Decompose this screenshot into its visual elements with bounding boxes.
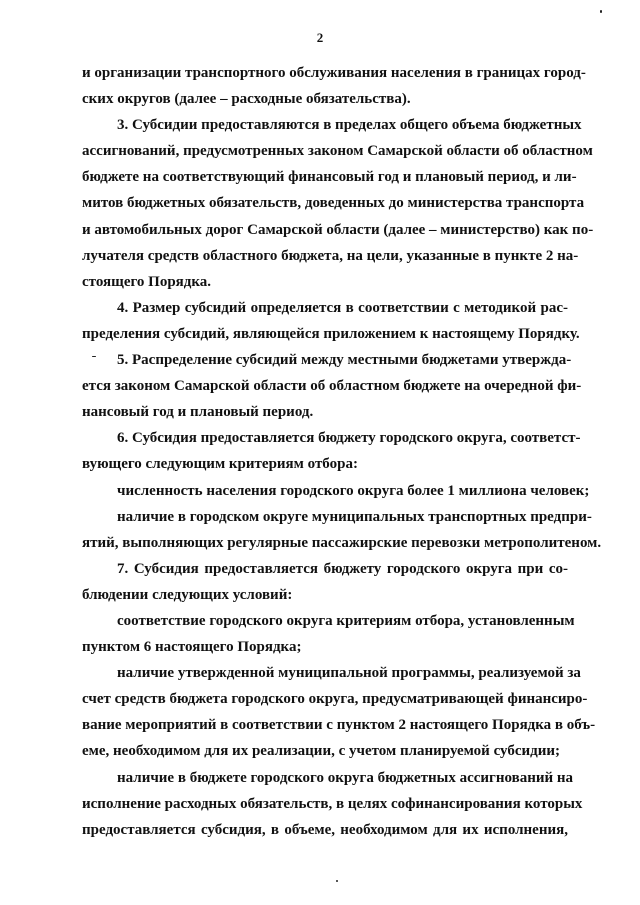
text-line: пределения субсидий, являющейся приложением к настоящему Порядку. [82,325,580,342]
text-line: митов бюджетных обязательств, доведенных до министерства транспорта [82,195,585,212]
text-line: исполнение расходных обязательств, в целях софинансирования которых [82,795,583,812]
text-line: еме, необходимом для их реализации, с учетом планируемой субсидии; [82,743,561,760]
text-line: 4. Размер субсидий определяется в соответствии с методикой рас- [117,299,568,316]
text-line: и автомобильных дорог Самарской области (далее – министерство) как по- [82,221,594,238]
text-line: пунктом 6 настоящего Порядка; [82,639,302,656]
text-line: бюджете на соответствующий финансовый год и плановый период, и ли- [82,169,577,186]
text-line: счет средств бюджета городского округа, предусматривающей финансиро- [82,691,588,708]
text-line: лучателя средств областного бюджета, на цели, указанные в пункте 2 на- [82,247,579,264]
text-line: ется законом Самарской области об областном бюджете на очередной фи- [82,378,582,395]
text-line: 5. Распределение субсидий между местными бюджетами утвержда- [117,352,572,369]
scan-speck-bottom [336,880,338,882]
text-line: ятий, выполняющих регулярные пассажирские перевозки метрополитеном. [82,534,602,551]
text-line: численность населения городского округа более 1 миллиона человек; [117,482,590,499]
text-line: нансовый год и плановый период. [82,404,314,421]
scan-speck-top-right [600,10,602,13]
text-line: ских округов (далее – расходные обязательства). [82,91,411,108]
text-line: наличие в бюджете городского округа бюджетных ассигнований на [117,769,574,786]
text-line: вующего следующим критериям отбора: [82,456,358,473]
document-body [82,60,602,843]
text-line: предоставляется субсидия, в объеме, необходимом для их исполнения, [82,821,568,838]
page-number: 2 [316,30,324,45]
text-line: вание мероприятий в соответствии с пунктом 2 настоящего Порядка в объ- [82,717,596,734]
text-line: 3. Субсидии предоставляются в пределах общего объема бюджетных [117,117,582,134]
text-line: наличие утвержденной муниципальной программы, реализуемой за [117,665,581,682]
text-line: 7. Субсидия предоставляется бюджету городского округа при со- [117,560,568,577]
text-line: стоящего Порядка. [82,273,212,290]
text-line: 6. Субсидия предоставляется бюджету городского округа, соответст- [117,430,581,447]
text-line: блюдении следующих условий: [82,586,293,603]
text-line: ассигнований, предусмотренных законом Самарской области об областном [82,143,593,160]
text-line: наличие в городском округе муниципальных транспортных предпри- [117,508,592,525]
text-line: соответствие городского округа критериям отбора, установленным [117,612,575,629]
text-line: и организации транспортного обслуживания населения в границах город- [82,65,586,81]
